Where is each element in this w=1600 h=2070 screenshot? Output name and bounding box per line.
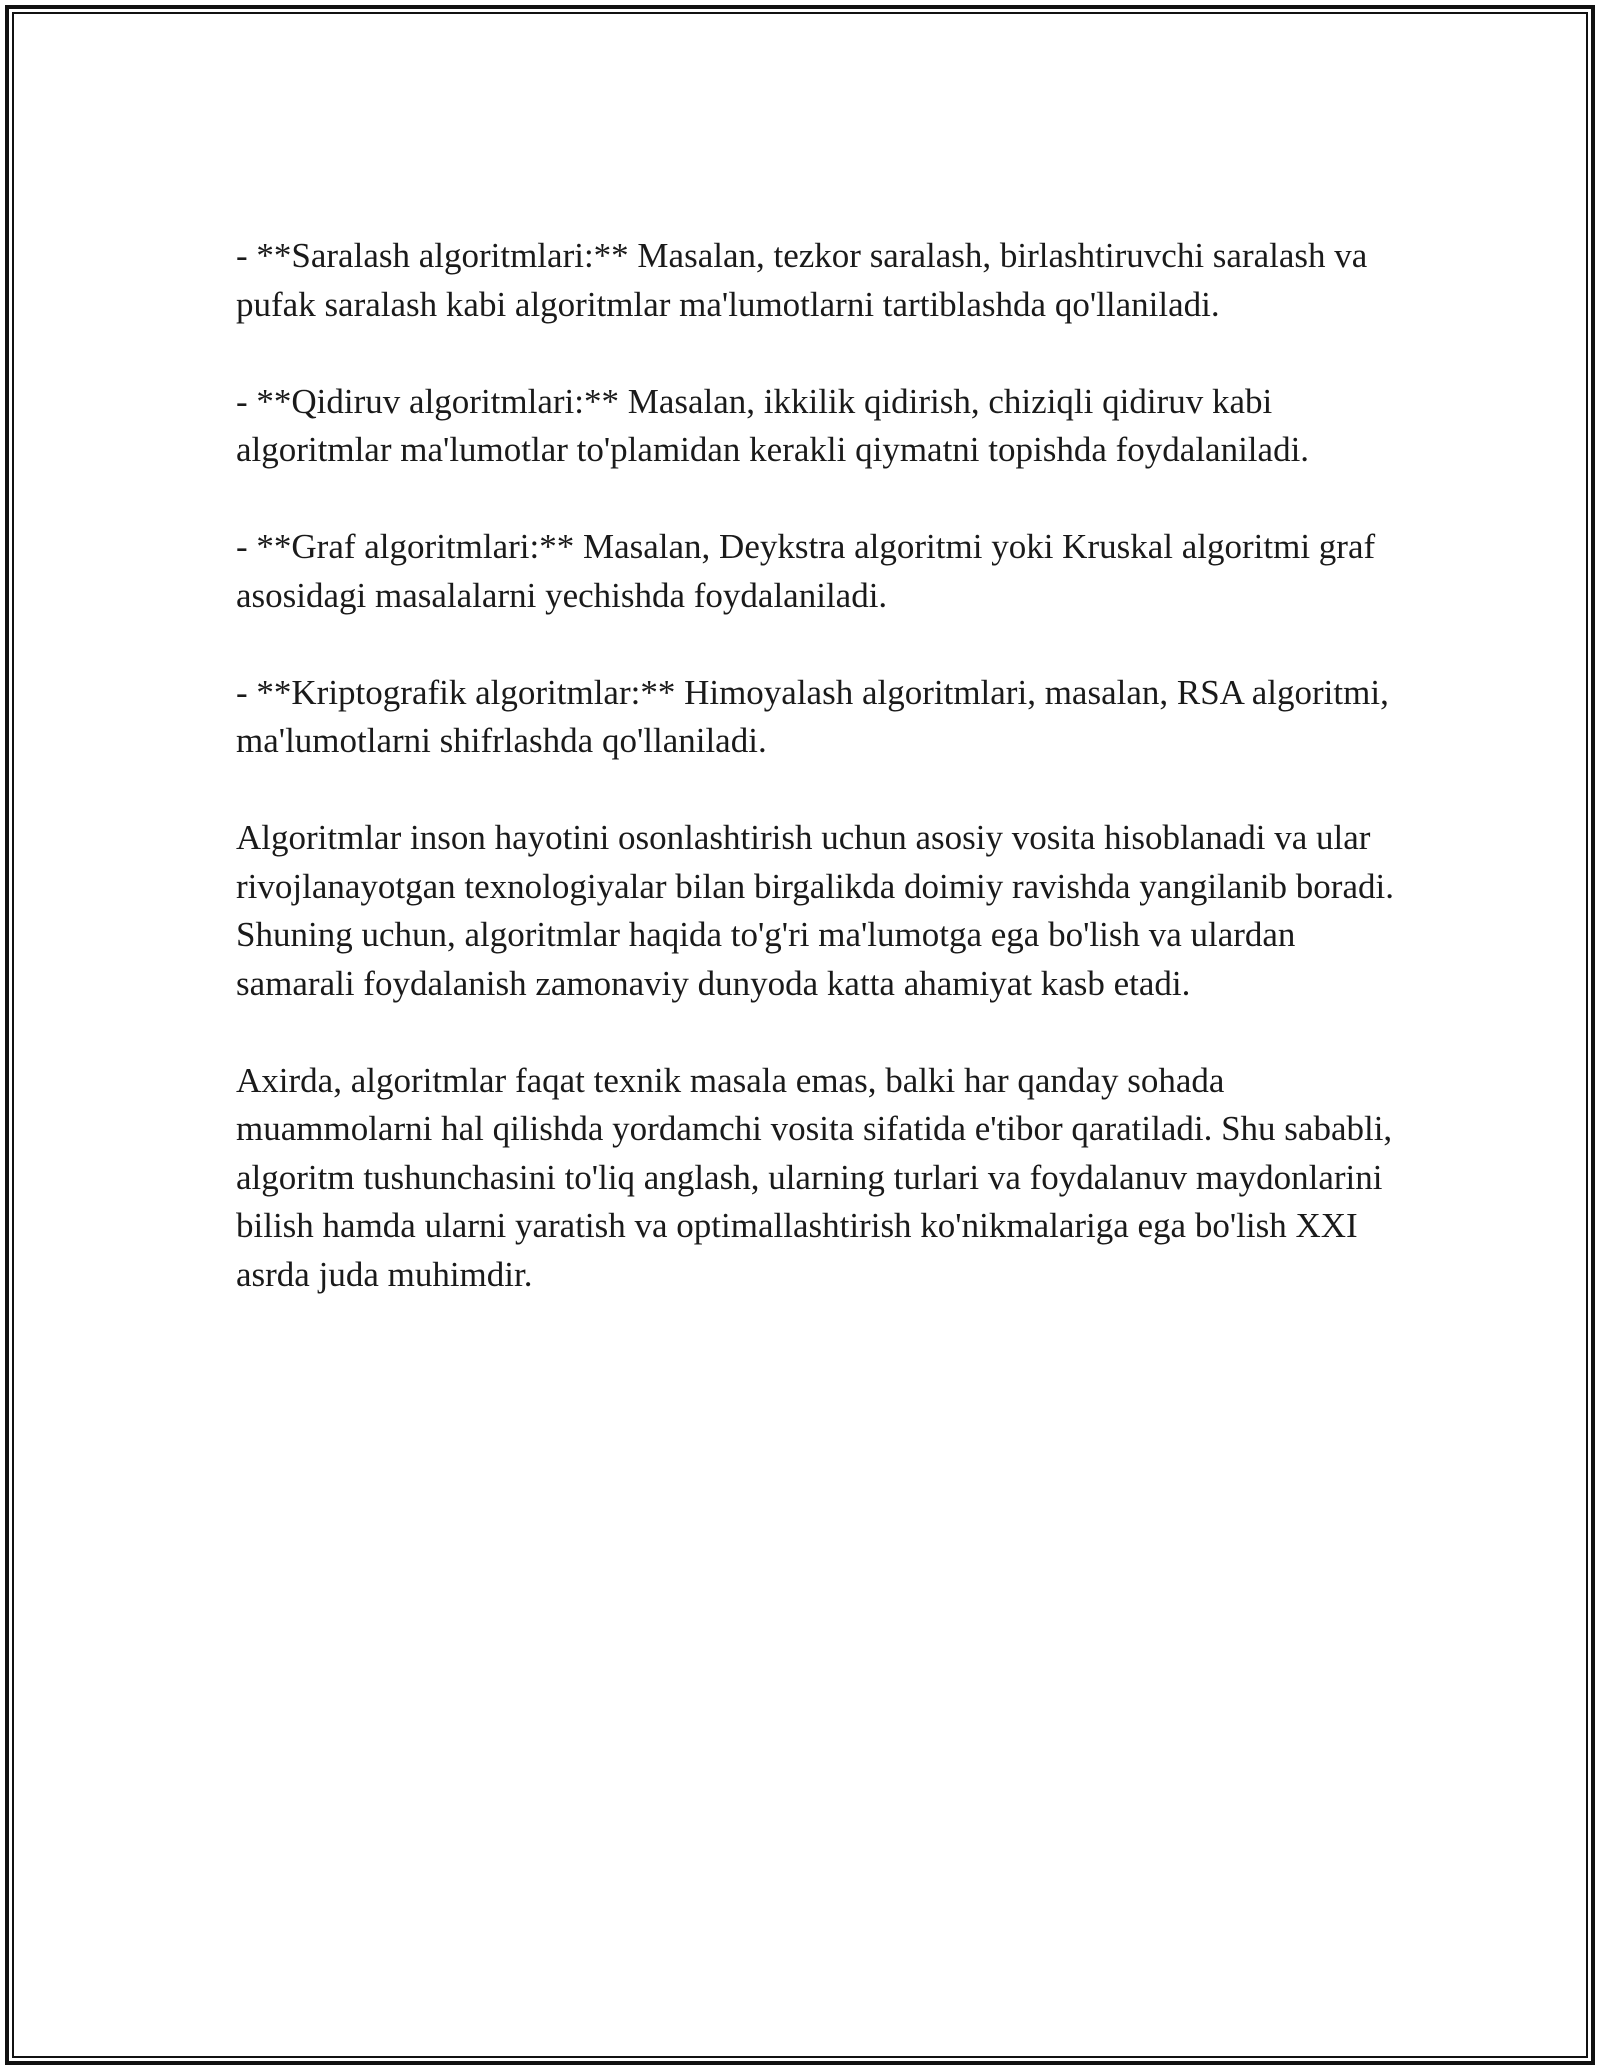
paragraph-conclusion: Axirda, algoritmlar faqat texnik masala emas, balki har qanday sohada muammolarni hal qilishda yordamchi vosita sifatida e'tibor qaratiladi. Shu sababli, algoritm tushunchasini to'liq anglash, ularning turlari va foydalanuv maydonlarini bilish hamda ularni yaratish va optimallashtirish ko'nikmalariga ega bo'lish XXI asrda juda muhimdir. bbox=[236, 1060, 1393, 1294]
paragraph-search-algorithms: - **Qidiruv algoritmlari:** Masalan, ikkilik qidirish, chiziqli qidiruv kabi algoritmlar ma'lumotlar to'plamidan kerakli qiymatni topishda foydalaniladi. bbox=[236, 381, 1310, 469]
paragraph-algorithms-importance: Algoritmlar inson hayotini osonlashtirish uchun asosiy vosita hisoblanadi va ular rivojlanayotgan texnologiyalar bilan birgalikda doimiy ravishda yangilanib boradi. Shuning uchun, algoritmlar haqida to'g'ri ma'lumotga ega bo'lish va ulardan samarali foydalanish zamonaviy dunyoda katta ahamiyat kasb etadi. bbox=[236, 818, 1394, 1003]
paragraph-sorting-algorithms: - **Saralash algoritmlari:** Masalan, tezkor saralash, birlashtiruvchi saralash va pufak saralash kabi algoritmlar ma'lumotlarni tartiblashda qo'llaniladi. bbox=[236, 236, 1368, 324]
paragraph-cryptographic-algorithms: - **Kriptografik algoritmlar:** Himoyalash algoritmlari, masalan, RSA algoritmi, ma'lumotlarni shifrlashda qo'llaniladi. bbox=[236, 672, 1389, 760]
paragraph-graph-algorithms: - **Graf algoritmlari:** Masalan, Deykstra algoritmi yoki Kruskal algoritmi graf asosidagi masalalarni yechishda foydalaniladi. bbox=[236, 527, 1376, 615]
document-body bbox=[236, 232, 1396, 1348]
